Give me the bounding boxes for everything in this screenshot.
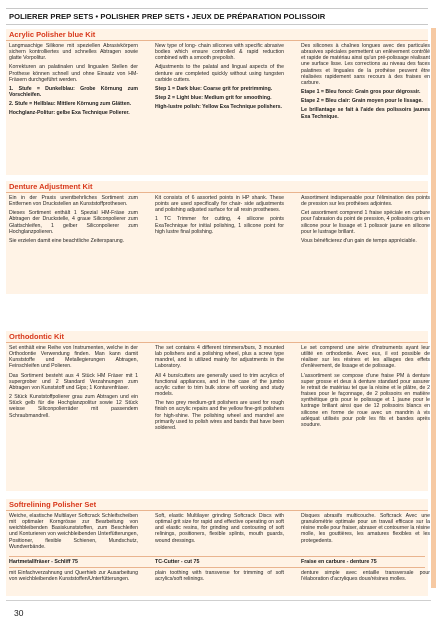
section-title: Softrelining Polisher Set xyxy=(6,499,428,511)
column-french xyxy=(301,43,430,123)
page-number: 30 xyxy=(14,608,24,618)
paragraph: The set contains 4 different trimmers/burs, 3 mounted lab polishers and a polishing wheel, plus a screw type mandrel, and is utilized mainly for adjustments in the Laboratory. xyxy=(155,345,284,370)
paragraph: Cet assortiment comprend 1 fraise spéciale en carbure pour l'abrasion du point de pression, 4 polissoirs gris en silicone pour le lissage et 1 polissoir jaune en silicone pour le lustrage brillant. xyxy=(301,210,430,235)
column-french xyxy=(301,195,430,247)
sub-text-german xyxy=(9,570,138,585)
paragraph: Adjustments to the palatal and lingual aspects of the denture are completed quickly without using tungsten carbide cutters. xyxy=(155,64,284,83)
page-header-title: POLIERER PREP SETS • POLISHER PREP SETS • JEUX DE PRÉPARATION POLISSOIR xyxy=(9,12,326,21)
section-title: Denture Adjustment Kit xyxy=(6,181,428,193)
paragraph: New type of long- chain silicones with specific abrasive bodies which ensure controlled & rapid reduction combined with a smooth prepolish. xyxy=(155,43,284,62)
paragraph: Set enthält eine Reihe von Instrumenten, welche in der Orthodontie Verwendung finden. Man kann damit Kunststoffe und Metallegierungen Abtragen, Feinschleifen und Polieren. xyxy=(9,345,138,370)
paragraph: denture simple avec entaille transversale pour l'élaboration d'acryliques doux/résines molles. xyxy=(301,570,430,583)
paragraph: L'assortiment se compose d'une fraise PM à denture super grosse et deux à denture standard pour assurer le retrait de matériau tel que la résine et le plâtre, de 2 fraises pour le façonnage, de 2 polissoirs en matière synthétique gris pour le polissage et 1 jaune pour le lustrage brillant ainsi que de 12 polissoirs blancs en silicone en forme de roue avec un mandrin à vis adéquat utilisés pour polir les fils et bandes après soudure. xyxy=(301,372,430,428)
paragraph: Weiche, elastische Multilayer Softcrack Schleifscheiben mit optimaler Korngrösse zur Bearbeitung von weichbleibenden Basiskunststoffen, zum Beschleifen und Konturieren von weichbleibenden Unterfütterungen, Positioner, flexible Schienen, Mundschutz, Wundverbände. xyxy=(9,513,138,550)
section-softrelining-polisher-set xyxy=(6,499,428,596)
paragraph: plain toothing with transverse for trimming of soft acrylics/soft relinings. xyxy=(155,570,284,583)
column-english xyxy=(155,345,284,434)
paragraph: The two grey medium-grit polishers are used for rough finish on acrylic repairs and the yellow fine-grit polishers for high-shine. The polishing wheel and mandrel are primarily used to polish wires and bands that have been soldered. xyxy=(155,400,284,431)
page-header xyxy=(6,8,428,25)
section-title: Acrylic Polisher blue Kit xyxy=(6,29,428,41)
paragraph: High-lustre polish: Yellow Exa Technique polishers. xyxy=(155,104,282,111)
paragraph: Hochglanz-Politur: gelbe Exa Technique Polierer. xyxy=(9,110,130,117)
column-english xyxy=(155,43,284,113)
column-english xyxy=(155,513,284,547)
paragraph: All 4 burs/cutters are generally used to trim acrylics of functional appliances, and in the case of the jumbo acrylic cutter to trim bulk stone off working and study models. xyxy=(155,372,284,398)
paragraph: Le brillantage se fait à l'aide des polissoirs jaunes Exa Technique. xyxy=(301,107,430,120)
paragraph: 1 TC Trimmer for cutting, 4 silicone points ExaTechnique for initial polishing, 1 silicone point for high lustre final polishing. xyxy=(155,216,284,235)
paragraph: 1. Stufe = Dunkelblau: Grobe Körnung zum Vorschleifen. xyxy=(9,85,138,99)
paragraph: Ein in der Praxis unentbehrliches Sortiment zum Entfernen von Druckstellen an Kunststoffprothesen. xyxy=(9,195,138,208)
paragraph: Dieses Sortiment enthält 1 Spezial HM-Fräse zum Abtragen der Druckstelle, 4 graue Siliconpolierer zum Glattschleifen, 1 gelber Siliconpolierer zum Hochglanzpolieren. xyxy=(9,210,138,235)
column-french xyxy=(301,345,430,431)
subsection-divider xyxy=(9,556,425,557)
sub-text-english xyxy=(155,570,284,585)
footer-rule xyxy=(6,600,431,601)
paragraph: Sie erzielen damit eine beachtliche Zeitersparung. xyxy=(9,237,125,244)
section-acrylic-polisher-kit xyxy=(6,29,428,175)
sub-label-french: Fraise en carbure - denture 75 xyxy=(301,559,377,565)
paragraph: Korrekturen an palatinalen und lingualen Stellen der Prothese können schnell und ohne Einsatz von HM- Fräsern durchgeführt werden. xyxy=(9,64,138,83)
column-english xyxy=(155,195,284,238)
section-orthodontic-kit xyxy=(6,331,428,491)
paragraph: Kit consists of 6 assorted points in HP shank. These points are used specifically for chair- side adjustments and polishing adjusted surface for all resin prostheses. xyxy=(155,195,284,214)
sub-text-french xyxy=(301,570,430,585)
column-german xyxy=(9,513,138,553)
paragraph: 2 Stück Kunststoffpolierer grau zum Abtragen und ein Stück gelb für die Hochglanzpolitur sowie 12 Stück weisse Siliconpolierräder mit passendem Schraubmandrell. xyxy=(9,394,138,419)
paragraph: Vous bénéficierez d'un gain de temps appréciable. xyxy=(301,237,417,244)
paragraph: Das Sortiment besteht aus 4 Stück HM Fräser mit 1 supergrober und 2 Standard Verzahnungen zum Abtragen von Kunststoff und Gips; 1 Konturenfräser. xyxy=(9,372,138,391)
column-french xyxy=(301,513,430,547)
column-german xyxy=(9,43,138,120)
paragraph: Langmaschige Silikone mit speziellen Abrasivkörpern sichern kontrolliertes und schnelles Abtragen sowie glatte Vorpolitur. xyxy=(9,43,138,62)
paragraph: Soft, elastic Multilayer grinding Softcrack Discs with optimal grit size for rapid and effective operating on soft and elastic resins, for grinding and contouring of soft relinings, positioners, flexible splints, mouth guards, wound dressings. xyxy=(155,513,284,544)
sub-label-english: TC-Cutter - cut 75 xyxy=(155,559,200,565)
paragraph: Le set comprend une série d'instruments ayant leur utilité en orthodontie. Avec eux, il est possible de réaliser sur les résines et les alliages des effets d'enlèvement, de lissage et de polissage. xyxy=(301,345,430,370)
sub-label-german: Hartmetallfräser - Schliff 75 xyxy=(9,559,78,565)
paragraph: 2. Stufe = Hellblau: Mittlere Körnung zum Glätten. xyxy=(9,101,132,108)
paragraph: Step 1 = Dark blue: Coarse grit for pretrimming. xyxy=(155,85,273,92)
section-title: Orthodontic Kit xyxy=(6,331,428,343)
column-german xyxy=(9,345,138,422)
section-denture-adjustment-kit xyxy=(6,181,428,294)
paragraph: Step 2 = Light blue: Medium grit for smoothing. xyxy=(155,95,272,102)
column-german xyxy=(9,195,138,247)
paragraph: Etape 2 = Bleu clair: Grain moyen pour le lissage. xyxy=(301,98,423,105)
page-edge-strip xyxy=(431,28,436,588)
paragraph: Assortiment indispensable pour l'élimination des points de pression sur les prothèses adjointes. xyxy=(301,195,430,208)
paragraph: Des silicones à chaînes longues avec des particules abrasives spéciales permettent un enlèvement contrôlé et rapide de matériau ainsi qu'un pré-polissage réalisant une surface lisse. Les corrections au niveau des faces palatines et linguales de la prothèse peuvent être réalisées rapidement sans recours à des fraises en carbure. xyxy=(301,43,430,86)
paragraph: Etape 1 = Bleu foncé: Grain gros pour dégrossir. xyxy=(301,89,421,96)
subsection-divider xyxy=(9,567,425,568)
paragraph: Disques abrasifs multicouche. Softcrack Avec une granulométrie optimale pour un travail efficace sur la résine molle pour fraiser, abraser et contourner la résine molle, les gouttières, les amatures flexibles et les protegedents. xyxy=(301,513,430,544)
paragraph: mit Einfachverzahnung und Querhieb zur Ausarbeitung von weichbleibenden Kunststoffen/Unterfütterungen. xyxy=(9,570,138,583)
